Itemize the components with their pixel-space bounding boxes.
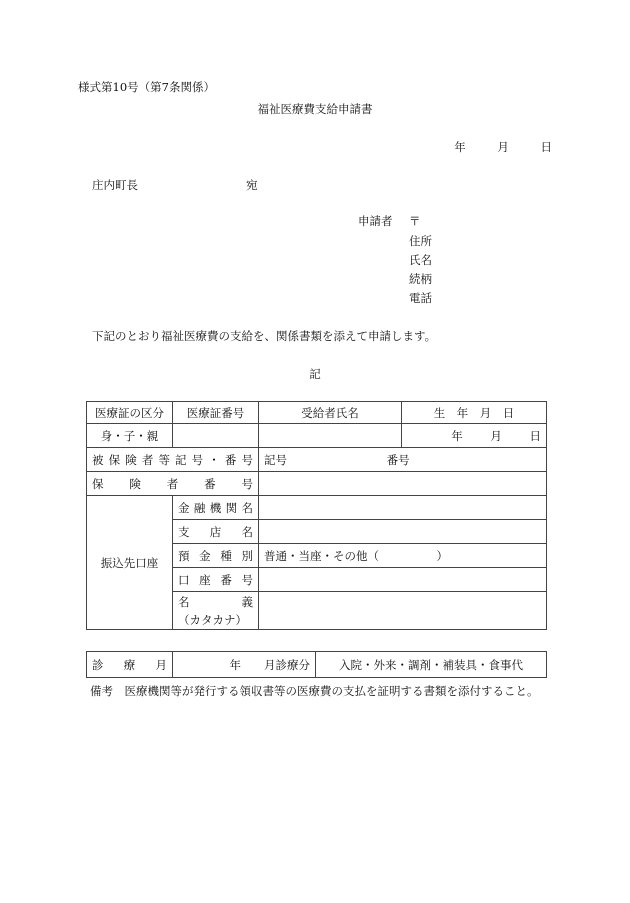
header-category: 医療証の区分 — [87, 402, 173, 424]
recipient-name-field[interactable] — [259, 424, 402, 448]
account-holder-label-cell — [173, 592, 259, 630]
birthdate-field[interactable] — [402, 424, 547, 448]
treatment-types[interactable]: 入院・外来・調剤・補装具・食事代 — [316, 652, 547, 678]
insured-symbol-label: 記号 — [264, 452, 287, 467]
account-type-options[interactable]: 普通・当座・その他（ ） — [259, 544, 547, 568]
cert-number-field[interactable] — [173, 424, 259, 448]
account-type-label: 預金種別 — [173, 544, 259, 568]
bank-group-label: 振込先口座 — [87, 496, 173, 630]
bank-institution-label: 金融機関名 — [173, 496, 259, 520]
header-birthdate: 生 年 月 日 — [402, 402, 547, 424]
date-line — [432, 139, 552, 155]
header-recipient-name: 受給者氏名 — [259, 402, 402, 424]
addressee-suffix: 宛 — [246, 178, 258, 192]
treatment-month-field[interactable]: 年 月診療分 — [173, 652, 316, 678]
application-table — [86, 401, 547, 630]
account-holder-field[interactable] — [259, 592, 547, 630]
bank-institution-row — [87, 496, 547, 520]
bank-branch-label: 支店名 — [173, 520, 259, 544]
bank-branch-field[interactable] — [259, 520, 547, 544]
addressee-name: 庄内町長 — [92, 178, 138, 192]
insurer-label: 保険者番号 — [87, 472, 259, 496]
insured-number-label: 番号 — [386, 452, 410, 467]
birth-month-label: 月 — [490, 428, 502, 443]
birth-year-label: 年 — [451, 428, 463, 443]
applicant-phone-label: 電話 — [409, 291, 432, 305]
bank-institution-field[interactable] — [259, 496, 547, 520]
intro-text: 下記のとおり福祉医療費の支給を、関係書類を添えて申請します。 — [92, 329, 437, 343]
category-options: 身・子・親 — [87, 424, 173, 448]
form-title: 福祉医療費支給申請書 — [257, 102, 373, 116]
insured-number-field[interactable] — [259, 448, 547, 472]
date-day: 日 — [540, 140, 552, 154]
birth-day-label: 日 — [529, 428, 541, 443]
header-row — [87, 402, 547, 424]
applicant-address-label: 住所 — [409, 234, 432, 248]
account-number-field[interactable] — [259, 568, 547, 592]
account-holder-label: 名義 — [178, 594, 253, 609]
insurer-number-field[interactable] — [259, 472, 547, 496]
date-year: 年 — [454, 140, 466, 154]
insured-row — [87, 448, 547, 472]
entry-row — [87, 424, 547, 448]
account-number-label: 口座番号 — [173, 568, 259, 592]
header-cert-number: 医療証番号 — [173, 402, 259, 424]
treatment-table — [86, 651, 547, 678]
applicant-label: 申請者 — [358, 214, 393, 228]
remarks-note: 備考 医療機関等が発行する領収書等の医療費の支払を証明する書類を添付すること。 — [90, 684, 539, 698]
applicant-relation-label: 続柄 — [409, 272, 432, 286]
ki-heading: 記 — [309, 367, 321, 381]
postal-mark: 〒 — [409, 214, 421, 228]
insurer-row — [87, 472, 547, 496]
treatment-label: 診療月 — [87, 652, 173, 678]
account-holder-note: （カタカナ） — [178, 612, 247, 627]
form-number: 様式第10号（第7条関係） — [78, 80, 215, 94]
insured-label: 被保険者等記号・番号 — [87, 448, 259, 472]
date-month: 月 — [497, 140, 509, 154]
applicant-name-label: 氏名 — [409, 253, 432, 267]
treatment-row — [87, 652, 547, 678]
